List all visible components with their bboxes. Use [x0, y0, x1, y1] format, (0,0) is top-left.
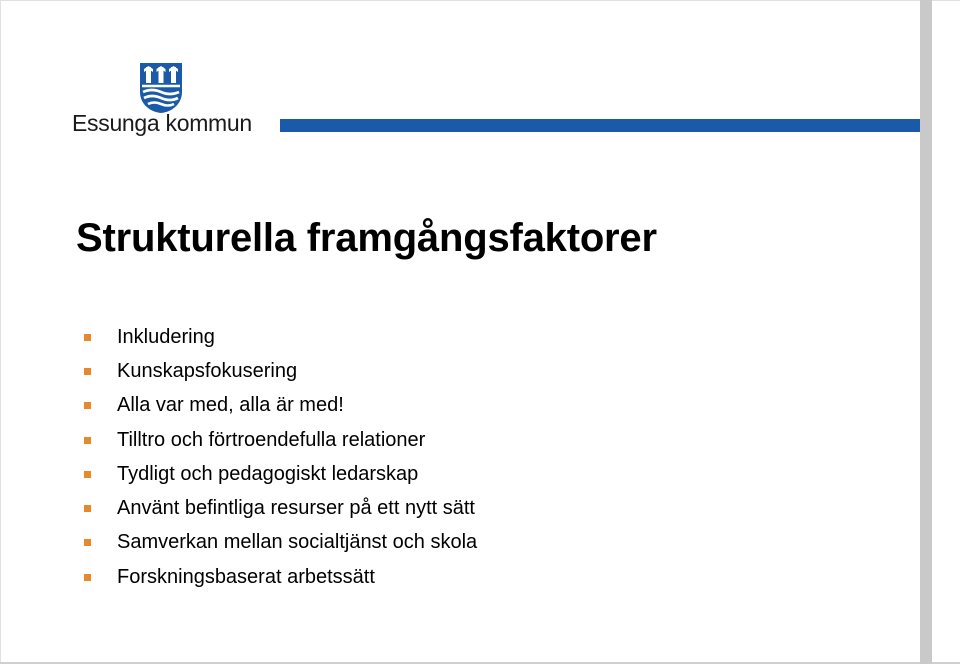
bullet-item	[84, 560, 477, 594]
bullet-text: Kunskapsfokusering	[117, 359, 298, 382]
square-bullet-icon	[84, 368, 91, 375]
bullet-text: Alla var med, alla är med!	[117, 394, 344, 417]
bullet-text: Samverkan mellan socialtjänst och skola	[117, 531, 478, 554]
bullet-item	[84, 423, 477, 457]
square-bullet-icon	[84, 505, 91, 512]
bullet-item	[84, 526, 477, 560]
bullet-text: Tydligt och pedagogiskt ledarskap	[117, 462, 419, 485]
square-bullet-icon	[84, 437, 91, 444]
essunga-coat-of-arms-icon	[138, 62, 184, 114]
bullet-text: Forskningsbaserat arbetssätt	[117, 565, 375, 588]
square-bullet-icon	[84, 574, 91, 581]
slide-border-top	[0, 0, 960, 1]
square-bullet-icon	[84, 471, 91, 478]
bullet-item	[84, 491, 477, 525]
bullet-text: Tilltro och förtroendefulla relationer	[117, 428, 426, 451]
bullet-item	[84, 389, 477, 423]
slide-title: Strukturella framgångsfaktorer	[76, 216, 657, 260]
right-side-bar	[920, 0, 932, 664]
logo-text: Essunga kommun	[72, 110, 252, 136]
square-bullet-icon	[84, 402, 91, 409]
header-blue-line	[280, 119, 920, 132]
square-bullet-icon	[84, 334, 91, 341]
bullet-text: Använt befintliga resurser på ett nytt sätt	[117, 497, 475, 520]
square-bullet-icon	[84, 539, 91, 546]
bullet-item	[84, 320, 477, 354]
bullet-text: Inkludering	[117, 325, 215, 348]
bullet-item	[84, 457, 477, 491]
slide-border-left	[0, 0, 1, 664]
bullet-item	[84, 354, 477, 388]
bullet-list	[84, 320, 477, 594]
